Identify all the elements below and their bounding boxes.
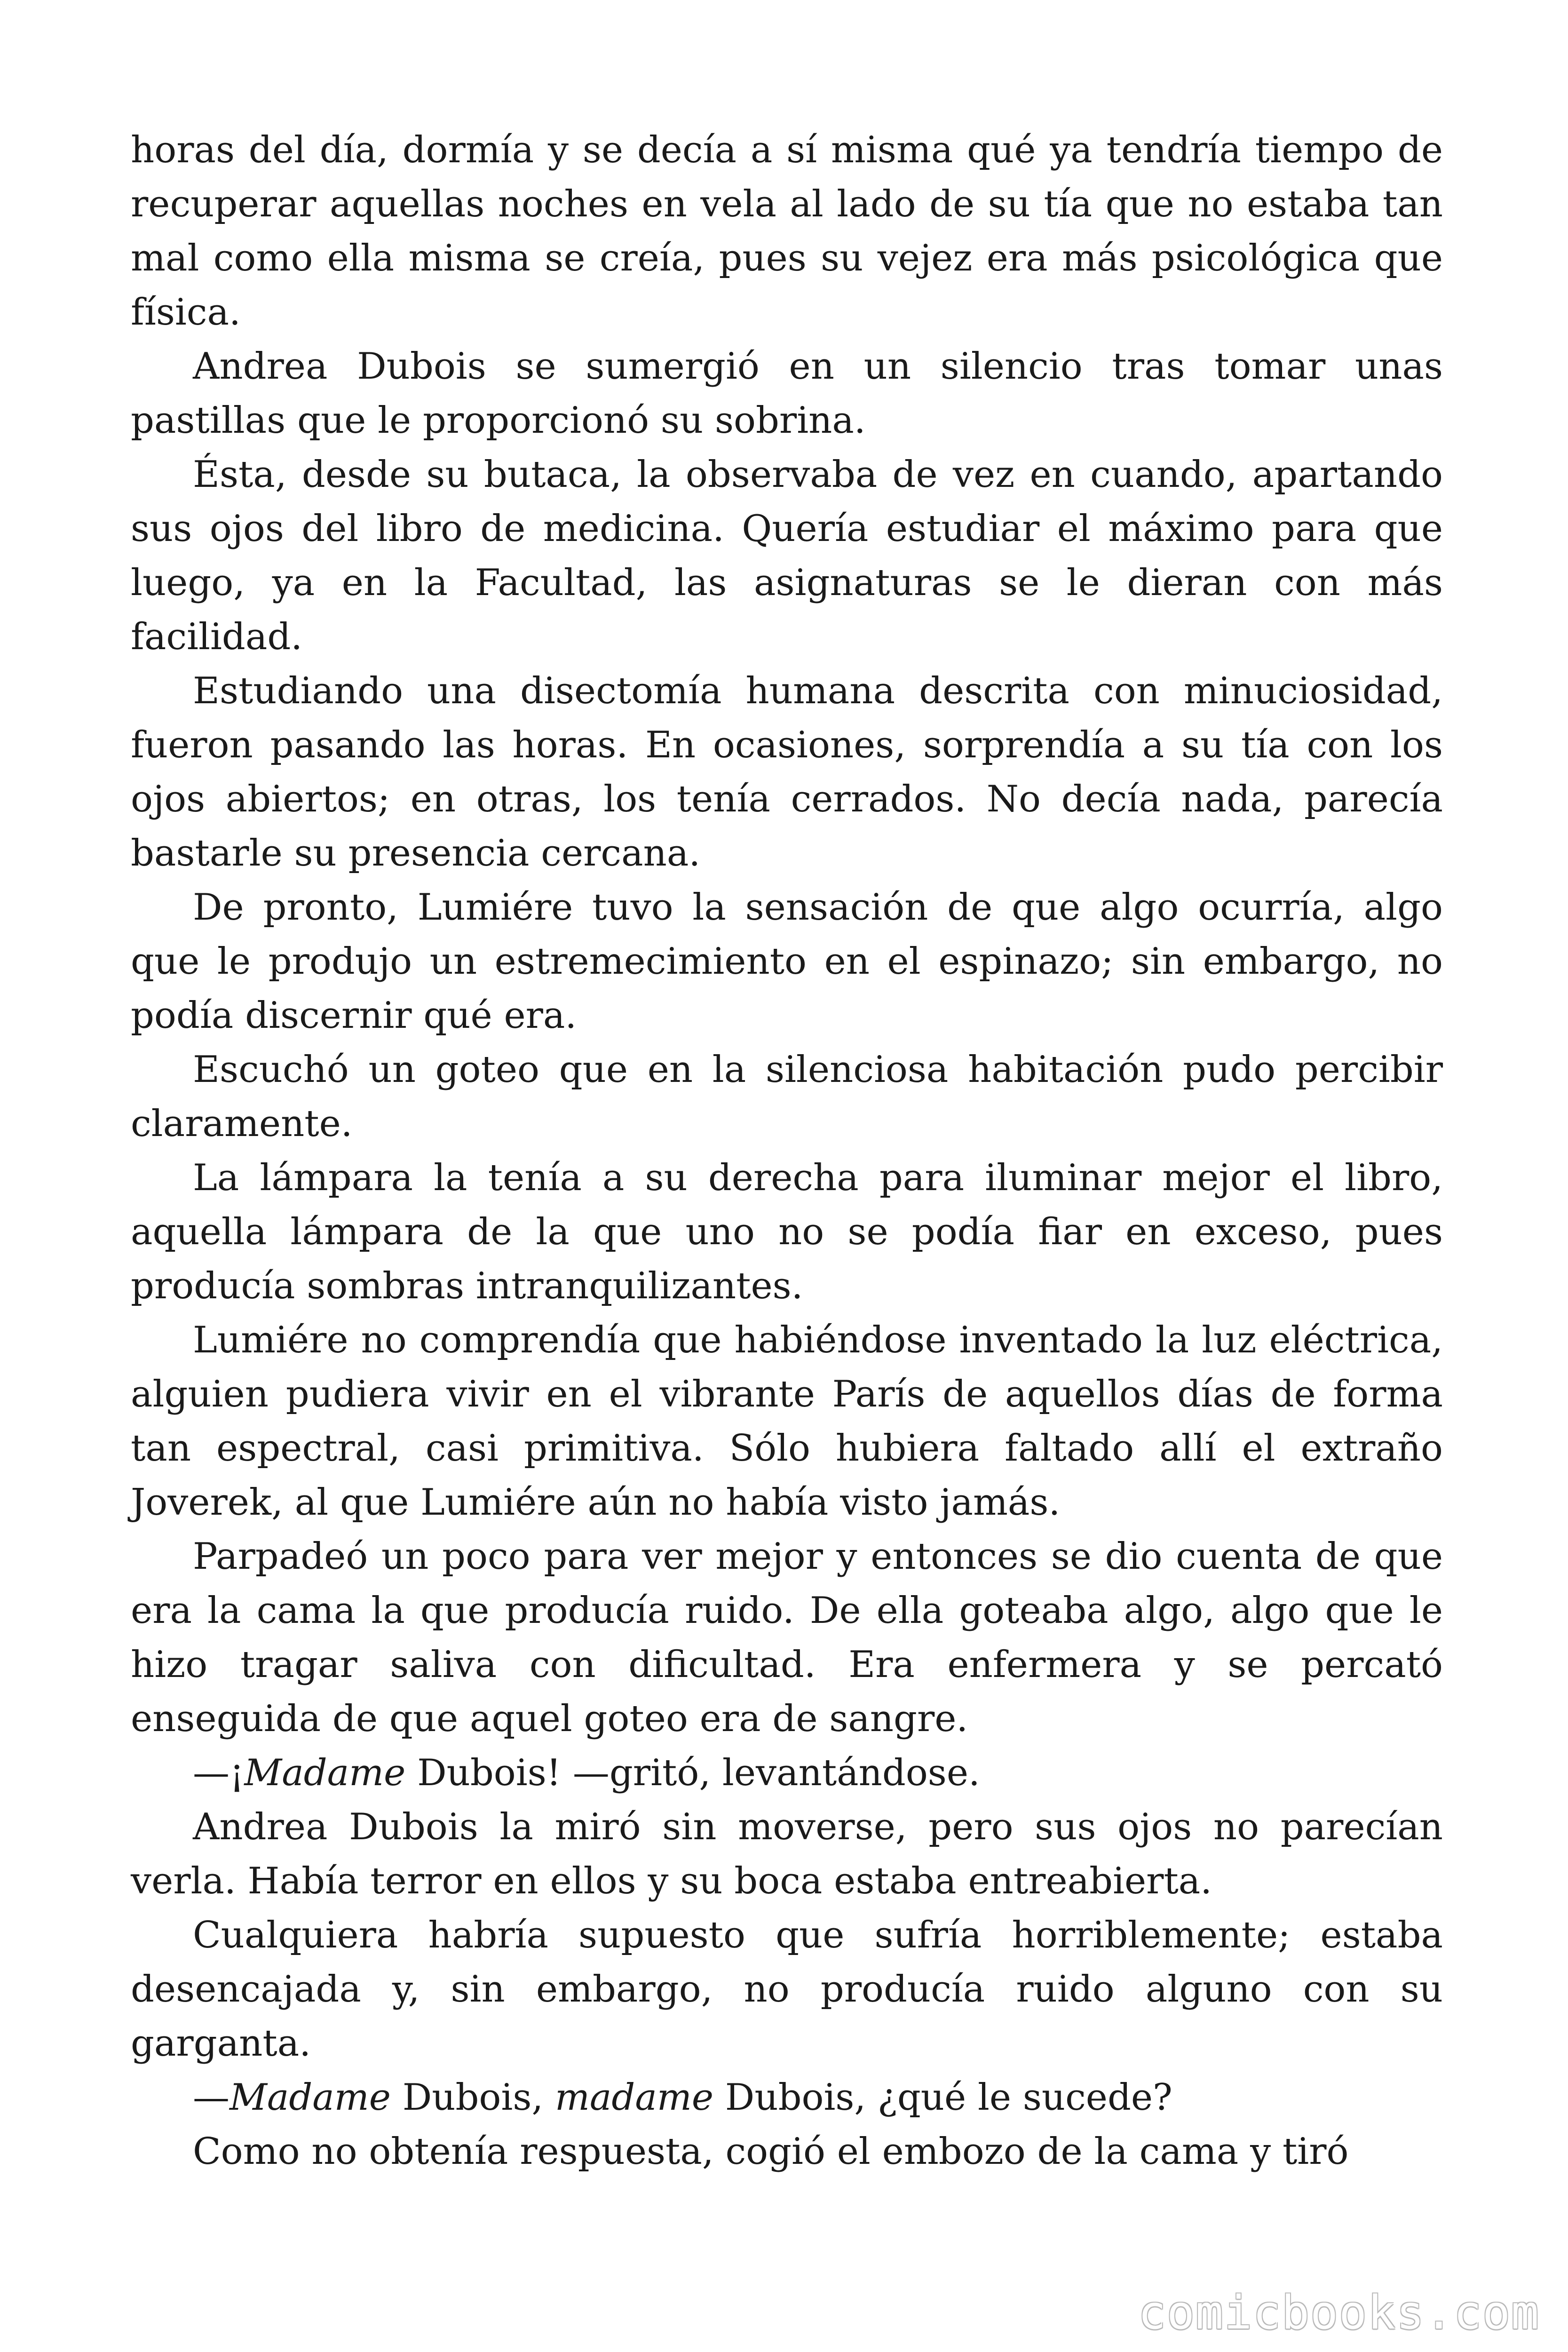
- paragraph: [131, 1313, 1443, 1530]
- text-run: La lámpara la tenía a su derecha para iluminar mejor el libro, aquella lámpara de la que uno no se podía fiar en exceso, pues producía sombras intranquilizantes.: [131, 1157, 1443, 1307]
- text-run: De pronto, Lumiére tuvo la sensación de que algo ocurría, algo que le produjo un estremecimiento en el espinazo; sin embargo, no podía discernir qué era.: [131, 886, 1443, 1037]
- text-run: Andrea Dubois se sumergió en un silencio tras tomar unas pastillas que le proporcionó su sobrina.: [131, 345, 1443, 442]
- body-text: [131, 123, 1443, 2179]
- paragraph: [131, 664, 1443, 881]
- paragraph: [131, 123, 1443, 340]
- text-run: Como no obtenía respuesta, cogió el embozo de la cama y tiró: [193, 2130, 1349, 2173]
- paragraph: [131, 340, 1443, 448]
- paragraph: [131, 2125, 1443, 2179]
- paragraph: [131, 1908, 1443, 2071]
- text-run: Dubois! —gritó, levantándose.: [405, 1752, 980, 1794]
- paragraph: [131, 1800, 1443, 1908]
- italic-text: Madame: [244, 1752, 406, 1794]
- watermark: comicbooks.com: [1138, 2286, 1540, 2340]
- text-run: Lumiére no comprendía que habiéndose inventado la luz eléctrica, alguien pudiera vivir en el vibrante París de aquellos días de forma tan espectral, casi primitiva. Sólo hubiera faltado allí el extraño Joverek, al que Lumiére aún no había visto jamás.: [131, 1319, 1443, 1524]
- paragraph: [131, 1151, 1443, 1313]
- text-run: Dubois, ¿qué le sucede?: [713, 2076, 1172, 2119]
- text-run: Ésta, desde su butaca, la observaba de vez en cuando, apartando sus ojos del libro de medicina. Quería estudiar el máximo para que luego, ya en la Facultad, las asignaturas se le dieran con más facilidad.: [131, 453, 1443, 658]
- italic-text: madame: [554, 2076, 713, 2119]
- text-run: Parpadeó un poco para ver mejor y entonces se dio cuenta de que era la cama la que producía ruido. De ella goteaba algo, algo que le hizo tragar saliva con dificultad. Era enfermera y se percató enseguida de que aquel goteo era de sangre.: [131, 1535, 1443, 1740]
- paragraph: [131, 2071, 1443, 2125]
- text-run: Dubois,: [390, 2076, 555, 2119]
- paragraph: [131, 448, 1443, 664]
- text-run: horas del día, dormía y se decía a sí misma qué ya tendría tiempo de recuperar aquellas noches en vela al lado de su tía que no estaba tan mal como ella misma se creía, pues su vejez era más psicológica que física.: [131, 129, 1443, 334]
- text-run: Estudiando una disectomía humana descrita con minuciosidad, fueron pasando las horas. En ocasiones, sorprendía a su tía con los ojos abiertos; en otras, los tenía cerrados. No decía nada, parecía bastarle su presencia cercana.: [131, 670, 1443, 874]
- text-run: —¡: [193, 1752, 245, 1794]
- text-run: —: [193, 2076, 230, 2119]
- paragraph: [131, 881, 1443, 1043]
- text-run: Cualquiera habría supuesto que sufría horriblemente; estaba desencajada y, sin embargo, no producía ruido alguno con su garganta.: [131, 1914, 1443, 2065]
- paragraph: [131, 1530, 1443, 1746]
- paragraph: [131, 1746, 1443, 1800]
- italic-text: Madame: [230, 2076, 391, 2119]
- text-run: Andrea Dubois la miró sin moverse, pero sus ojos no parecían verla. Había terror en ellos y su boca estaba entreabierta.: [131, 1806, 1443, 1902]
- text-run: Escuchó un goteo que en la silenciosa habitación pudo percibir claramente.: [131, 1049, 1443, 1145]
- paragraph: [131, 1043, 1443, 1151]
